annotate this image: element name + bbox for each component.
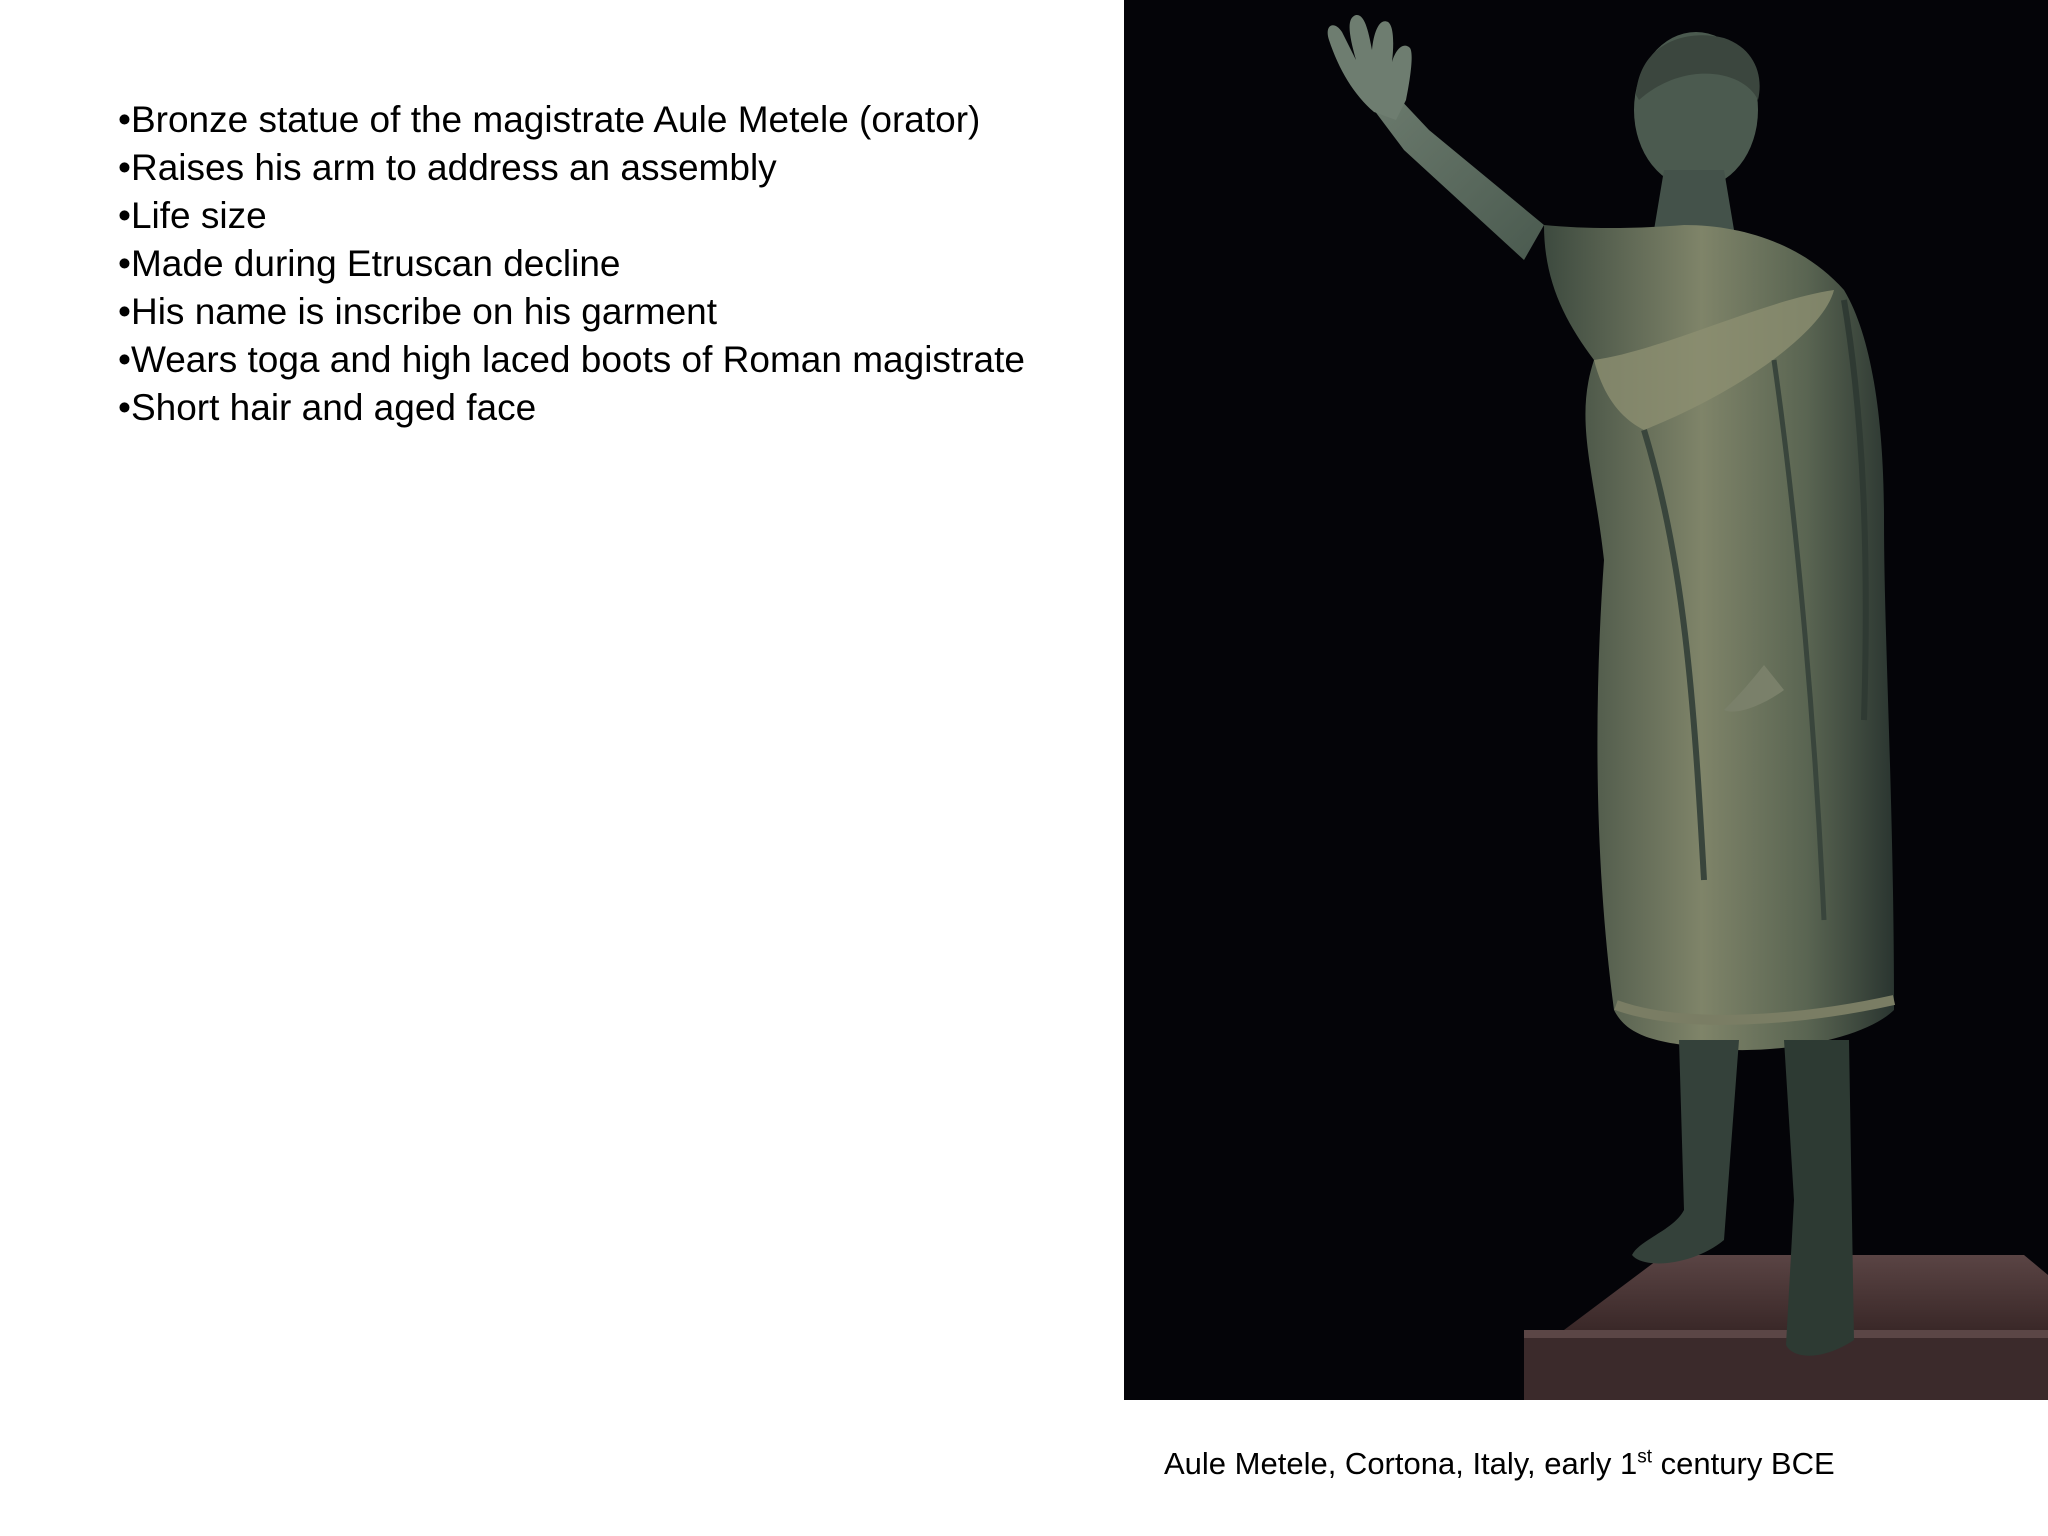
bullet-text: Short hair and aged face [130,387,537,428]
bullet-symbol: • [118,147,131,188]
bullet-item [118,240,1025,288]
bullet-text: Wears toga and high laced boots of Roman magistrate [130,339,1025,380]
bullet-item [118,192,1025,240]
bullet-text: Raises his arm to address an assembly [130,147,777,188]
bullet-symbol: • [118,243,131,284]
pedestal-base [1524,1330,2048,1400]
raised-arm [1374,95,1544,260]
caption-suffix: century BCE [1652,1446,1835,1481]
bullet-item [118,96,1025,144]
image-caption [1164,1444,1835,1484]
bullet-text: Made during Etruscan decline [130,243,621,284]
bullet-symbol: • [118,99,131,140]
bullet-text: Bronze statue of the magistrate Aule Metele (orator) [130,99,981,140]
caption-prefix: Aule Metele, Cortona, Italy, early 1 [1164,1446,1638,1481]
bullet-text: His name is inscribe on his garment [130,291,718,332]
caption-superscript: st [1637,1446,1653,1468]
bullet-symbol: • [118,291,131,332]
raised-hand [1328,15,1412,120]
bullet-item [118,384,1025,432]
statue-neck [1654,170,1734,230]
pedestal-band [1524,1330,2048,1338]
bullet-symbol: • [118,339,131,380]
bullet-item [118,336,1025,384]
bullet-symbol: • [118,195,131,236]
statue-illustration [1124,0,2048,1400]
statue-photo [1124,0,2048,1400]
bullet-symbol: • [118,387,131,428]
bullet-item [118,144,1025,192]
bullet-list [118,96,1025,432]
left-leg [1632,1040,1739,1263]
bullet-item [118,288,1025,336]
right-leg [1784,1040,1854,1356]
bullet-text: Life size [130,195,267,236]
